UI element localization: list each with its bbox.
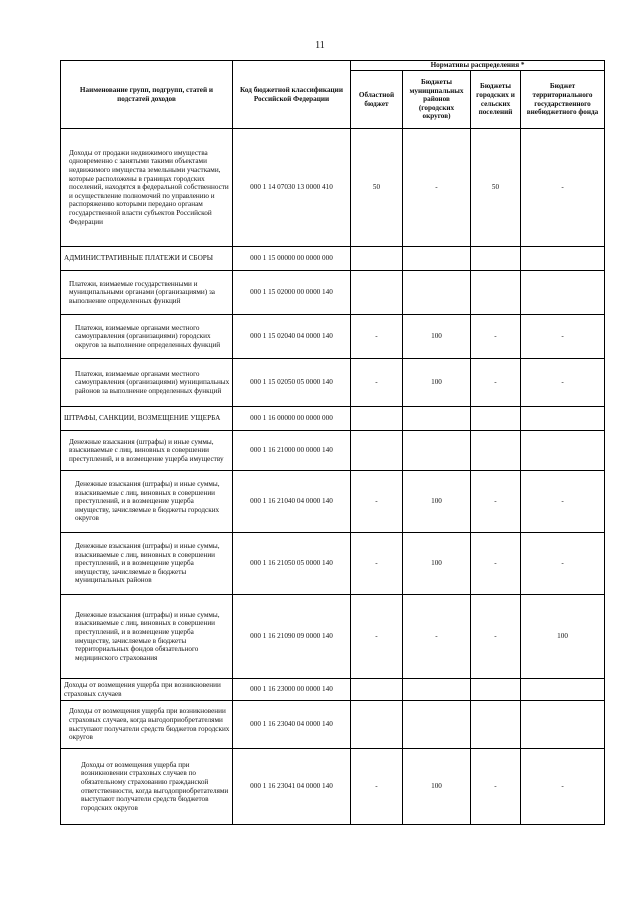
header-municipal: Бюджеты муниципальных районов (городских округов) — [403, 71, 471, 129]
row-name: Доходы от продажи недвижимого имущества одновременно с занятыми такими объектами недвижимого имущества земельными участками, которые расположены в границах городских поселений, находятся в федеральной собственности и осуществление полномочий по управлению и распоряжению которыми передано органам государственной власти субъектов Российской Федерации — [61, 129, 233, 247]
revenue-distribution-table — [60, 60, 605, 825]
row-name: Платежи, взимаемые государственными и муниципальными органами (организациями) за выполнение определенных функций — [61, 271, 233, 315]
row-municipal: - — [403, 129, 471, 247]
row-regional: 50 — [351, 129, 403, 247]
row-tfoms: - — [521, 533, 605, 595]
row-urban-rural — [471, 679, 521, 701]
table-row — [61, 315, 605, 359]
row-tfoms — [521, 701, 605, 749]
row-municipal — [403, 679, 471, 701]
row-regional — [351, 679, 403, 701]
row-code: 000 1 15 00000 00 0000 000 — [233, 247, 351, 271]
table-row — [61, 247, 605, 271]
row-name: Денежные взыскания (штрафы) и иные суммы, взыскиваемые с лиц, виновных в совершении преступлений, и в возмещение ущерба имуществу — [61, 431, 233, 471]
row-regional — [351, 407, 403, 431]
row-municipal: 100 — [403, 471, 471, 533]
row-municipal: 100 — [403, 749, 471, 825]
row-urban-rural: - — [471, 749, 521, 825]
table-row — [61, 595, 605, 679]
header-urban-rural: Бюджеты городских и сельских поселений — [471, 71, 521, 129]
table-row — [61, 129, 605, 247]
row-name: Доходы от возмещения ущерба при возникновении страховых случаев, когда выгодоприобретателями выступают получатели средств бюджетов городских округов — [61, 701, 233, 749]
header-name: Наименование групп, подгрупп, статей и подстатей доходов — [61, 61, 233, 129]
row-code: 000 1 16 00000 00 0000 000 — [233, 407, 351, 431]
row-tfoms — [521, 407, 605, 431]
row-tfoms: - — [521, 749, 605, 825]
row-regional — [351, 701, 403, 749]
row-name: АДМИНИСТРАТИВНЫЕ ПЛАТЕЖИ И СБОРЫ — [61, 247, 233, 271]
row-tfoms: - — [521, 315, 605, 359]
table-row — [61, 431, 605, 471]
row-urban-rural — [471, 407, 521, 431]
row-municipal: - — [403, 595, 471, 679]
row-municipal: 100 — [403, 533, 471, 595]
row-municipal — [403, 247, 471, 271]
row-municipal: 100 — [403, 359, 471, 407]
page-number: 11 — [315, 40, 325, 51]
row-name: Денежные взыскания (штрафы) и иные суммы, взыскиваемые с лиц, виновных в совершении преступлений, и в возмещение ущерба имуществу, зачисляемые в бюджеты территориальных фондов обязательного медицинского страхования — [61, 595, 233, 679]
row-regional: - — [351, 749, 403, 825]
row-code: 000 1 16 23041 04 0000 140 — [233, 749, 351, 825]
row-tfoms: 100 — [521, 595, 605, 679]
row-urban-rural: - — [471, 533, 521, 595]
row-code: 000 1 16 23040 04 0000 140 — [233, 701, 351, 749]
row-code: 000 1 15 02040 04 0000 140 — [233, 315, 351, 359]
header-norms: Нормативы распределения * — [351, 61, 605, 71]
row-regional — [351, 271, 403, 315]
row-code: 000 1 16 21000 00 0000 140 — [233, 431, 351, 471]
row-regional: - — [351, 471, 403, 533]
table-row — [61, 471, 605, 533]
row-urban-rural: - — [471, 471, 521, 533]
row-name: Платежи, взимаемые органами местного самоуправления (организациями) муниципальных районов за выполнение определенных функций — [61, 359, 233, 407]
row-urban-rural — [471, 271, 521, 315]
row-municipal — [403, 431, 471, 471]
row-urban-rural: 50 — [471, 129, 521, 247]
row-urban-rural — [471, 247, 521, 271]
row-regional: - — [351, 315, 403, 359]
row-tfoms — [521, 247, 605, 271]
row-municipal — [403, 701, 471, 749]
row-urban-rural: - — [471, 315, 521, 359]
table-row — [61, 271, 605, 315]
row-urban-rural — [471, 431, 521, 471]
row-tfoms — [521, 679, 605, 701]
row-name: Денежные взыскания (штрафы) и иные суммы, взыскиваемые с лиц, виновных в совершении преступлений, и в возмещение ущерба имуществу, зачисляемые в бюджеты городских округов — [61, 471, 233, 533]
row-name: Денежные взыскания (штрафы) и иные суммы, взыскиваемые с лиц, виновных в совершении преступлений, и в возмещение ущерба имуществу, зачисляемые в бюджеты муниципальных районов — [61, 533, 233, 595]
table-row — [61, 749, 605, 825]
row-name: Доходы от возмещения ущерба при возникновении страховых случаев — [61, 679, 233, 701]
row-code: 000 1 15 02000 00 0000 140 — [233, 271, 351, 315]
table-row — [61, 407, 605, 431]
table-row — [61, 359, 605, 407]
row-tfoms: - — [521, 471, 605, 533]
row-name: Платежи, взимаемые органами местного самоуправления (организациями) городских округов за выполнение определенных функций — [61, 315, 233, 359]
row-code: 000 1 16 21050 05 0000 140 — [233, 533, 351, 595]
row-name: Доходы от возмещения ущерба при возникновении страховых случаев по обязательному страхованию гражданской ответственности, когда выгодоприобретателями выступают получатели средств бюджетов городских округов — [61, 749, 233, 825]
row-tfoms: - — [521, 359, 605, 407]
row-regional — [351, 247, 403, 271]
row-municipal — [403, 407, 471, 431]
row-name: ШТРАФЫ, САНКЦИИ, ВОЗМЕЩЕНИЕ УЩЕРБА — [61, 407, 233, 431]
row-code: 000 1 16 21040 04 0000 140 — [233, 471, 351, 533]
row-tfoms — [521, 431, 605, 471]
row-code: 000 1 15 02050 05 0000 140 — [233, 359, 351, 407]
row-regional: - — [351, 533, 403, 595]
row-code: 000 1 14 07030 13 0000 410 — [233, 129, 351, 247]
table-row — [61, 533, 605, 595]
header-tfoms: Бюджет территориального государственного внебюджетного фонда — [521, 71, 605, 129]
row-regional: - — [351, 595, 403, 679]
header-regional: Областной бюджет — [351, 71, 403, 129]
row-municipal — [403, 271, 471, 315]
row-regional — [351, 431, 403, 471]
table-row — [61, 701, 605, 749]
row-urban-rural: - — [471, 595, 521, 679]
header-code: Код бюджетной классификации Российской Федерации — [233, 61, 351, 129]
row-tfoms — [521, 271, 605, 315]
row-tfoms: - — [521, 129, 605, 247]
row-code: 000 1 16 23000 00 0000 140 — [233, 679, 351, 701]
row-municipal: 100 — [403, 315, 471, 359]
row-regional: - — [351, 359, 403, 407]
row-code: 000 1 16 21090 09 0000 140 — [233, 595, 351, 679]
row-urban-rural — [471, 701, 521, 749]
table-row — [61, 679, 605, 701]
row-urban-rural: - — [471, 359, 521, 407]
